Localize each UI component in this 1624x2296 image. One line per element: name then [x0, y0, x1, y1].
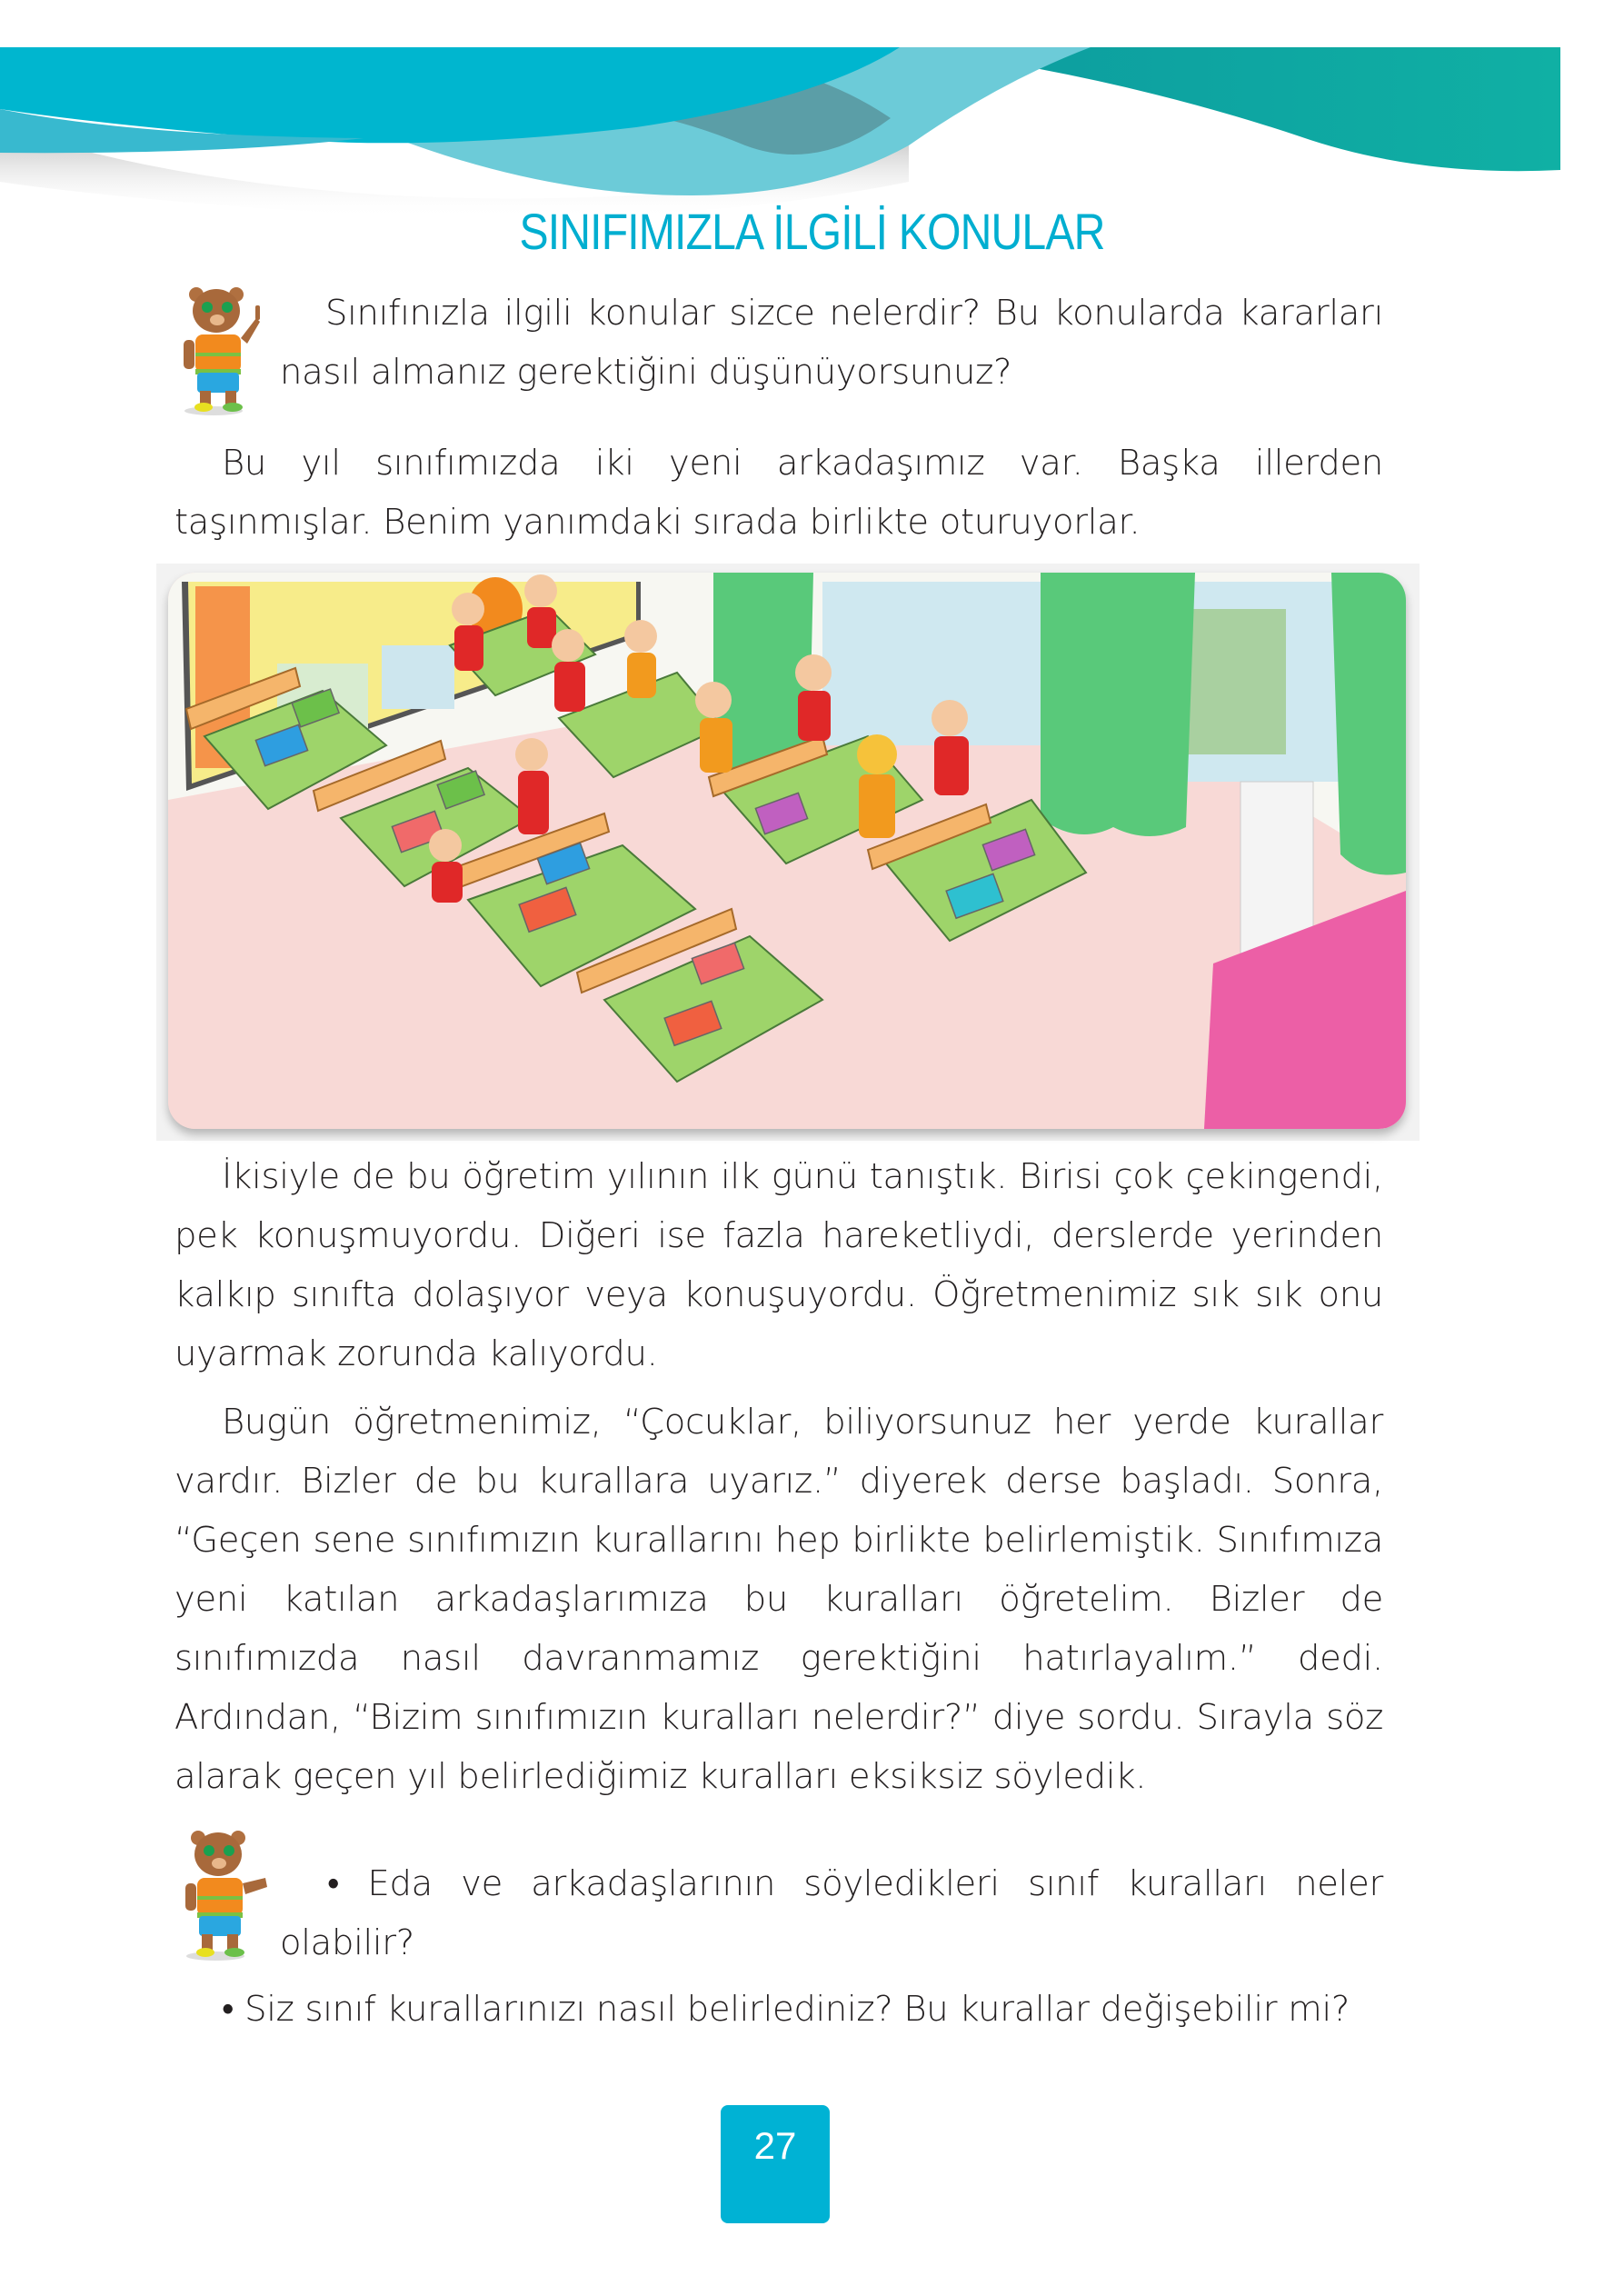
bullet: •	[327, 1863, 340, 1904]
paragraph-teacher-rules: Bugün öğretmenimiz, “Çocuklar, biliyorsunuz her yerde kurallar vardır. Bizler de bu kurallara uyarız.” diyerek derse başladı. Sonra, “Geçen sene sınıfımızın kurallarını hep birlikte belirlemiştik. Sınıfımıza yeni katılan arkadaşlarımıza bu kuralları öğretelim. Bizler de sınıfımızda nasıl davranmamız gerektiğini hatırlayalım.” dedi. Ardından, “Bizim sınıfımızın kuralları nelerdir?” diye sordu. Sırayla söz alarak geçen yıl belirlediğimiz kuralları eksiksiz söyledik.	[174, 1402, 1383, 1797]
question-list	[174, 1854, 1383, 2039]
intro-question: Sınıfınızla ilgili konular sizce nelerdir? Bu konularda kararları nasıl almanız gerektiğini düşünüyorsunuz?	[280, 293, 1383, 393]
page-title: SINIFIMIZLA İLGİLİ KONULAR	[519, 203, 1105, 260]
classroom-illustration	[168, 573, 1406, 1129]
bullet: •	[222, 1989, 234, 2030]
classroom-scene-icon	[168, 573, 1406, 1129]
question-item: • Siz sınıf kurallarınızı nasıl belirlediniz? Bu kurallar değişebilir mi?	[222, 1989, 1350, 2030]
page-number: 27	[721, 2105, 830, 2223]
header-wave-banner	[0, 0, 1624, 218]
paragraph-new-friends: Bu yıl sınıfımızda iki yeni arkadaşımız var. Başka illerden taşınmışlar. Benim yanımdaki sırada birlikte oturuyorlar.	[174, 443, 1383, 543]
question-item: • Eda ve arkadaşlarının söyledikleri sınıf kuralları neler olabilir?	[280, 1863, 1383, 1963]
paragraph-first-day: İkisiyle de bu öğretim yılının ilk günü tanıştık. Birisi çok çekingendi, pek konuşmuyordu. Diğeri ise fazla hareketliydi, derslerde yerinden kalkıp sınıfta dolaşıyor veya konuşuyordu. Öğretmenimiz sık sık onu uyarmak zorunda kalıyordu.	[174, 1156, 1383, 1374]
